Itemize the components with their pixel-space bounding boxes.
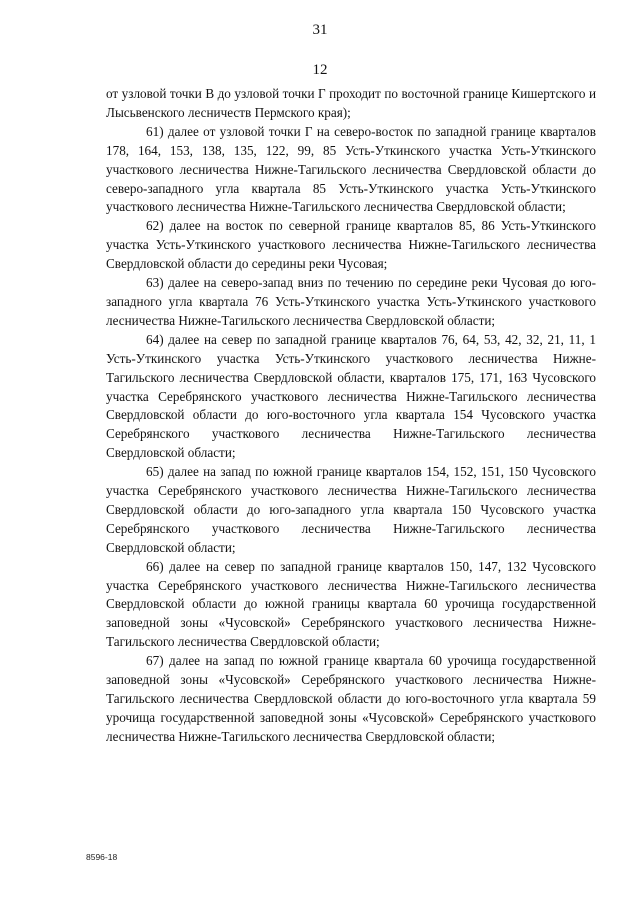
page-number-top: 31 (312, 22, 328, 38)
paragraph-item-63: 63) далее на северо-запад вниз по течению по середине реки Чусовая до юго-западного угла квартала 76 Усть-Уткинского участка Усть-Уткинского участкового лесничества Нижне-Тагильского лесничества Свердловской области; (106, 275, 596, 328)
page-number-sub: 12 (312, 62, 328, 78)
paragraph-item-67: 67) далее на запад по южной границе квартала 60 урочища государственной заповедной зоны «Чусовской» Серебрянского участкового лесничества Нижне-Тагильского лесничества Свердловской области до юго-восточного угла квартала 59 урочища государственной заповедной зоны «Чусовской» Серебрянского участкового лесничества Нижне-Тагильского лесничества Свердловской области; (106, 653, 596, 744)
document-body (106, 85, 596, 747)
paragraph-continuation: от узловой точки В до узловой точки Г проходит по восточной границе Кишертского и Лысьвенского лесничеств Пермского края); (106, 86, 596, 120)
paragraph-item-62: 62) далее на восток по северной границе кварталов 85, 86 Усть-Уткинского участка Усть-Уткинского участкового лесничества Нижне-Тагильского лесничества Свердловской области до середины реки Чусовая; (106, 218, 596, 272)
paragraph-item-64: 64) далее на север по западной границе кварталов 76, 64, 53, 42, 32, 21, 11, 1 Усть-Уткинского участка Усть-Уткинского участкового лесничества Нижне-Тагильского лесничества Свердловской области, кварталов 175, 171, 163 Чусовского участка Серебрянского участкового лесничества Нижне-Тагильского лесничества Свердловской области до юго-восточного угла квартала 154 Чусовского участка Серебрянского участкового лесничества Нижне-Тагильского лесничества Свердловской области; (106, 331, 596, 461)
paragraph-item-65: 65) далее на запад по южной границе кварталов 154, 152, 151, 150 Чусовского участка Серебрянского участкового лесничества Нижне-Тагильского лесничества Свердловской области до юго-западного угла квартала 150 Чусовского участка Серебрянского участкового лесничества Нижне-Тагильского лесничества Свердловской области; (106, 464, 596, 555)
paragraph-item-66: 66) далее на север по западной границе кварталов 150, 147, 132 Чусовского участка Серебрянского участкового лесничества Нижне-Тагильского лесничества Свердловской области до южной границы квартала 60 урочища государственной заповедной зоны «Чусовской» Серебрянского участкового лесничества Нижне-Тагильского лесничества Свердловской области; (106, 558, 596, 650)
document-code: 8596-18 (86, 852, 118, 862)
paragraph-item-61: 61) далее от узловой точки Г на северо-восток по западной границе кварталов 178, 164, 153, 138, 135, 122, 99, 85 Усть-Уткинского участка Усть-Уткинского участкового лесничества Нижне-Тагильского лесничества Свердловской области до северо-западного угла квартала 85 Усть-Уткинского участка Усть-Уткинского участкового лесничества Нижне-Тагильского лесничества Свердловской области; (106, 123, 596, 215)
